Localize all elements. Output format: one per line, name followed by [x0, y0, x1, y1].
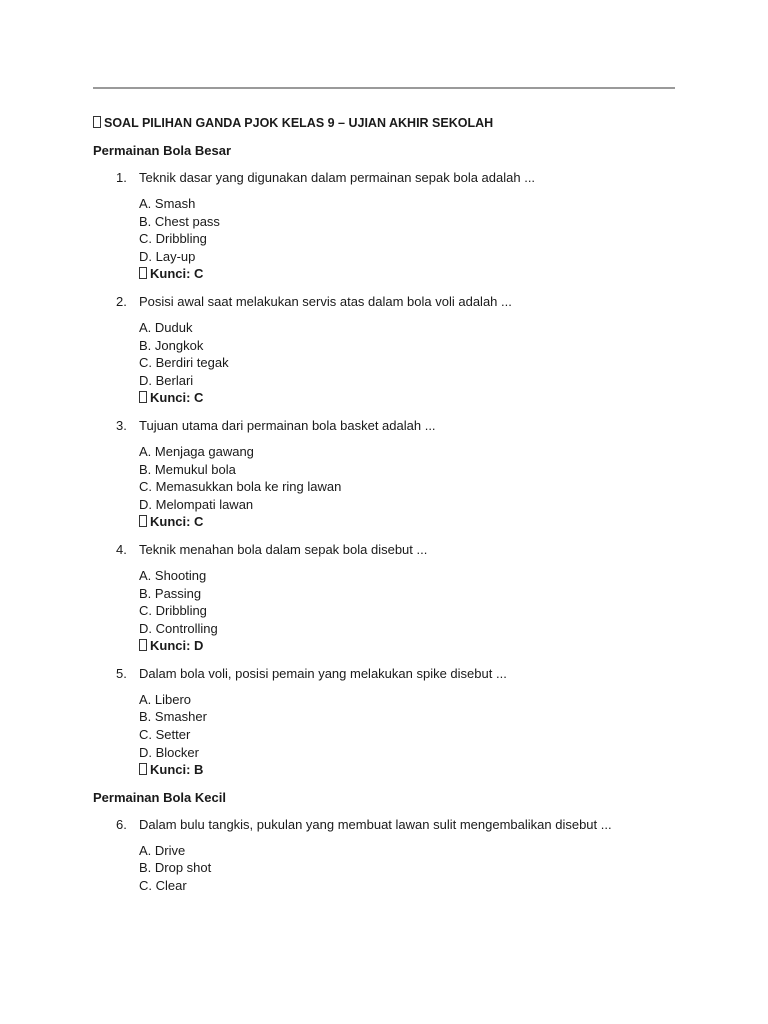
option-item: D. Blocker	[139, 744, 199, 760]
question-stem	[93, 168, 693, 188]
section-block	[93, 788, 693, 895]
options-list	[93, 443, 693, 531]
question-number: 4.	[116, 541, 127, 557]
options-list	[93, 567, 693, 655]
missing-glyph-icon	[139, 763, 147, 775]
question-number: 6.	[116, 816, 127, 832]
option-item: A. Menjaga gawang	[139, 443, 254, 459]
option-item: B. Chest pass	[139, 213, 220, 229]
question-item	[93, 664, 693, 779]
answer-key	[139, 761, 693, 779]
option-item: D. Controlling	[139, 620, 218, 636]
answer-key-text: Kunci: B	[150, 762, 204, 778]
question-item	[93, 292, 693, 407]
answer-key	[139, 265, 693, 283]
horizontal-rule	[93, 87, 675, 89]
missing-glyph-icon	[139, 515, 147, 527]
question-stem	[93, 815, 693, 835]
question-text: Tujuan utama dari permainan bola basket adalah ...	[139, 417, 436, 433]
question-stem	[93, 416, 693, 436]
section-heading: Permainan Bola Kecil	[93, 789, 226, 805]
missing-glyph-icon	[139, 267, 147, 279]
question-number: 1.	[116, 170, 127, 185]
answer-key-text: Kunci: C	[150, 390, 204, 406]
options-list	[93, 691, 693, 779]
document-title	[93, 113, 693, 133]
option-item: A. Drive	[139, 842, 186, 858]
question-number: 5.	[116, 665, 127, 681]
option-item: C. Dribbling	[139, 231, 207, 247]
options-list	[93, 319, 693, 407]
section-heading: Permainan Bola Besar	[93, 143, 232, 158]
question-stem	[93, 540, 693, 560]
option-item: C. Clear	[139, 878, 187, 894]
question-number: 3.	[116, 417, 127, 433]
missing-glyph-icon	[139, 391, 147, 403]
option-item: D. Lay-up	[139, 248, 196, 264]
question-number: 2.	[116, 293, 127, 309]
option-item: A. Libero	[139, 691, 192, 707]
missing-glyph-icon	[139, 639, 147, 651]
question-item	[93, 416, 693, 531]
document-body	[93, 113, 693, 904]
question-text: Teknik dasar yang digunakan dalam permainan sepak bola adalah ...	[139, 170, 536, 185]
option-item: B. Passing	[139, 585, 202, 601]
answer-key-text: Kunci: C	[150, 266, 204, 282]
document-title-text: SOAL PILIHAN GANDA PJOK KELAS 9 – UJIAN AKHIR SEKOLAH	[104, 116, 494, 130]
option-item: C. Berdiri tegak	[139, 355, 229, 371]
question-text: Dalam bulu tangkis, pukulan yang membuat lawan sulit mengembalikan disebut ...	[139, 816, 612, 832]
option-item: D. Melompati lawan	[139, 496, 254, 512]
question-text: Teknik menahan bola dalam sepak bola disebut ...	[139, 541, 428, 557]
option-item: B. Smasher	[139, 709, 207, 725]
answer-key	[139, 513, 693, 531]
question-text: Dalam bola voli, posisi pemain yang melakukan spike disebut ...	[139, 665, 507, 681]
question-stem	[93, 664, 693, 684]
option-item: B. Drop shot	[139, 860, 212, 876]
answer-key-text: Kunci: C	[150, 514, 204, 530]
question-stem	[93, 292, 693, 312]
question-text: Posisi awal saat melakukan servis atas dalam bola voli adalah ...	[139, 293, 512, 309]
option-item: A. Smash	[139, 196, 196, 211]
options-list	[93, 195, 693, 283]
missing-glyph-icon	[93, 116, 101, 128]
option-item: B. Jongkok	[139, 337, 204, 353]
answer-key	[139, 637, 693, 655]
question-item	[93, 540, 693, 655]
question-item	[93, 815, 693, 895]
question-item	[93, 168, 693, 283]
option-item: B. Memukul bola	[139, 461, 236, 477]
option-item: C. Setter	[139, 727, 191, 743]
sections-container	[93, 141, 693, 895]
option-item: C. Memasukkan bola ke ring lawan	[139, 479, 342, 495]
option-item: A. Duduk	[139, 319, 193, 335]
option-item: A. Shooting	[139, 567, 207, 583]
option-item: C. Dribbling	[139, 603, 207, 619]
options-list	[93, 842, 693, 895]
section-block	[93, 141, 693, 779]
answer-key	[139, 389, 693, 407]
answer-key-text: Kunci: D	[150, 638, 204, 654]
option-item: D. Berlari	[139, 372, 194, 388]
